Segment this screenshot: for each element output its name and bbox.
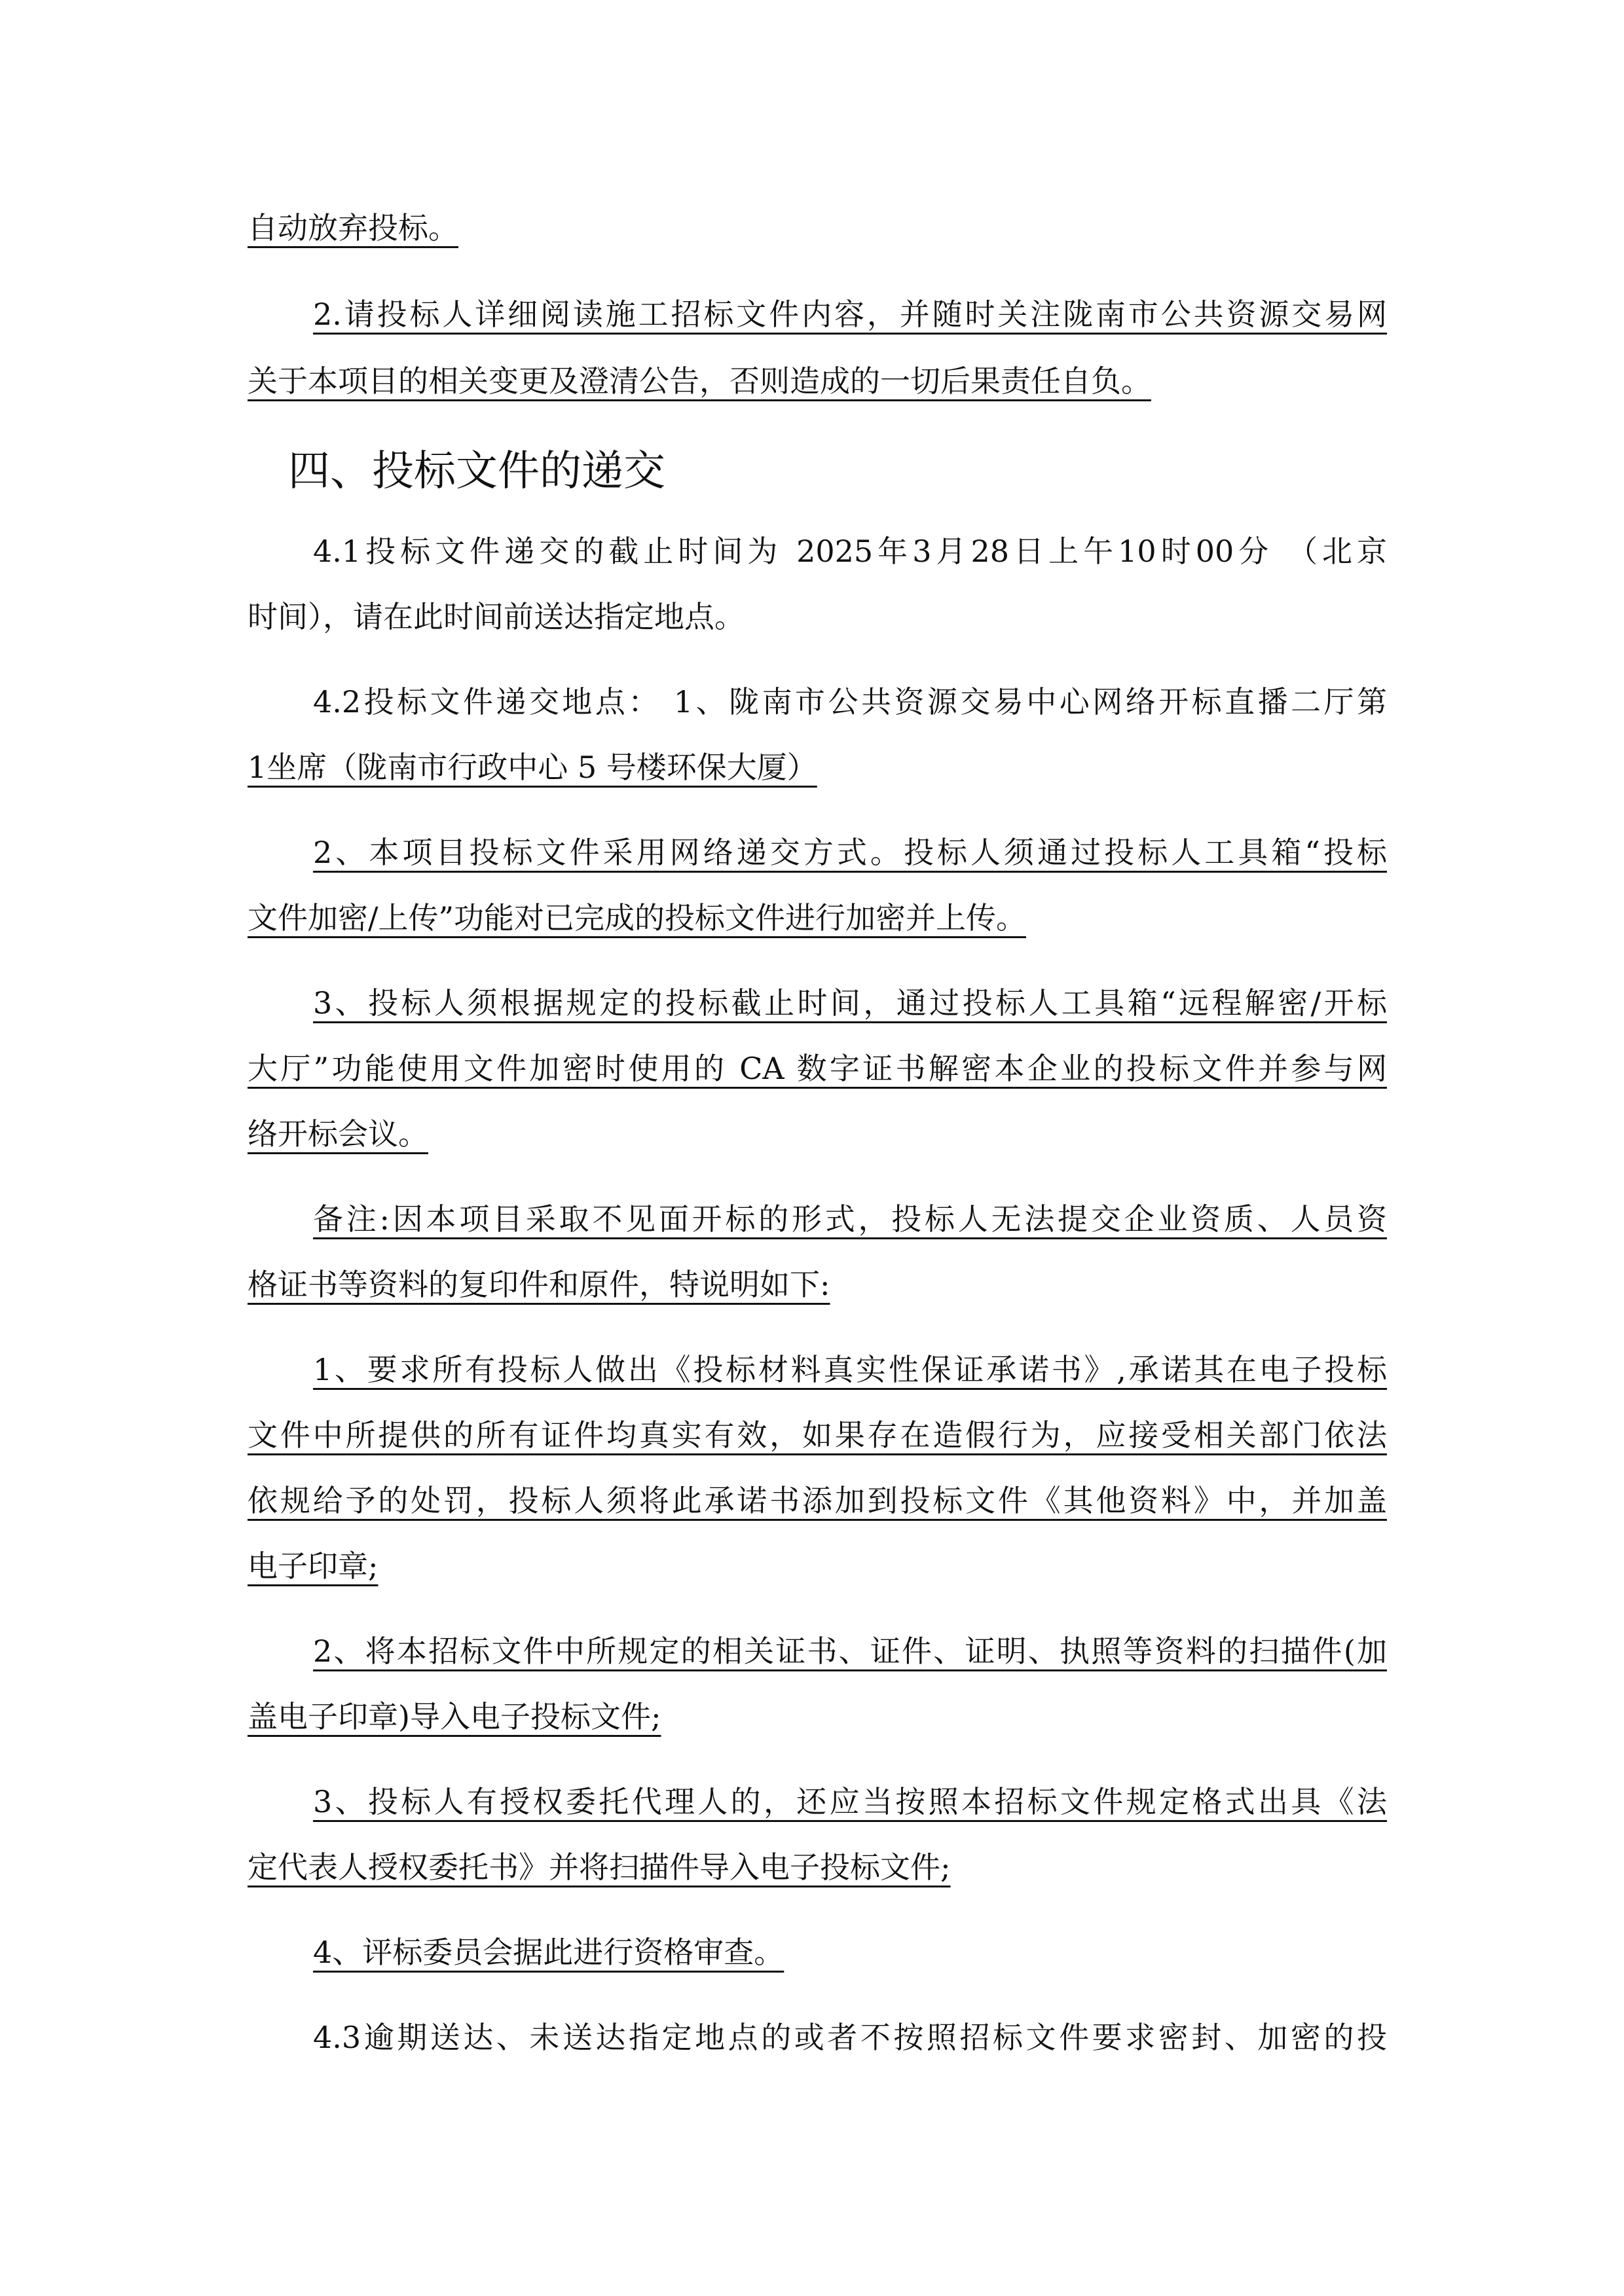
text-line: 时间），请在此时间前送达指定地点。 bbox=[248, 599, 745, 634]
text-line: 自动放弃投标。 bbox=[248, 210, 458, 246]
text-line: 关于本项目的相关变更及澄清公告，否则造成的一切后果责任自负。 bbox=[248, 363, 1151, 399]
text-line: 3、投标人须根据规定的投标截止时间，通过投标人工具箱“远程解密/开标 bbox=[313, 985, 1387, 1021]
text-line: 格证书等资料的复印件和原件，特说明如下: bbox=[248, 1267, 830, 1302]
text-line: 备注:因本项目采取不见面开标的形式，投标人无法提交企业资质、人员资 bbox=[313, 1201, 1387, 1237]
text-line: 电子印章; bbox=[248, 1548, 378, 1584]
text-line: 盖电子印章)导入电子投标文件; bbox=[248, 1699, 661, 1734]
text-line: 4.3逾期送达、未送达指定地点的或者不按照招标文件要求密封、加密的投 bbox=[313, 2020, 1387, 2055]
text-line: 依规给予的处罚，投标人须将此承诺书添加到投标文件《其他资料》中，并加盖 bbox=[248, 1483, 1387, 1518]
text-line: 定代表人授权委托书》并将扫描件导入电子投标文件; bbox=[248, 1850, 951, 1885]
text-line: 2.请投标人详细阅读施工招标文件内容，并随时关注陇南市公共资源交易网 bbox=[313, 297, 1387, 332]
text-line: 2、本项目投标文件采用网络递交方式。投标人须通过投标人工具箱“投标 bbox=[313, 835, 1387, 870]
text-line: 文件加密/上传”功能对已完成的投标文件进行加密并上传。 bbox=[248, 900, 1027, 936]
text-line: 络开标会议。 bbox=[248, 1116, 428, 1152]
section-heading: 四、投标文件的递交 bbox=[288, 447, 665, 496]
text-line: 4.2投标文件递交地点： 1、陇南市公共资源交易中心网络开标直播二厅第 bbox=[313, 684, 1387, 720]
text-line: 1坐席（陇南市行政中心 5 号楼环保大厦） bbox=[248, 750, 817, 785]
text-line: 4.1投标文件递交的截止时间为 2025年3月28日上午10时00分 （北京 bbox=[313, 534, 1387, 569]
text-line: 2、将本招标文件中所规定的相关证书、证件、证明、执照等资料的扫描件(加 bbox=[313, 1633, 1387, 1669]
text-line: 1、要求所有投标人做出《投标材料真实性保证承诺书》,承诺其在电子投标 bbox=[313, 1352, 1387, 1387]
text-line: 大厅”功能使用文件加密时使用的 CA 数字证书解密本企业的投标文件并参与网 bbox=[248, 1051, 1387, 1086]
text-line: 3、投标人有授权委托代理人的，还应当按照本招标文件规定格式出具《法 bbox=[313, 1784, 1387, 1819]
text-line: 文件中所提供的所有证件均真实有效，如果存在造假行为，应接受相关部门依法 bbox=[248, 1417, 1387, 1453]
text-line: 4、评标委员会据此进行资格审查。 bbox=[313, 1935, 784, 1970]
